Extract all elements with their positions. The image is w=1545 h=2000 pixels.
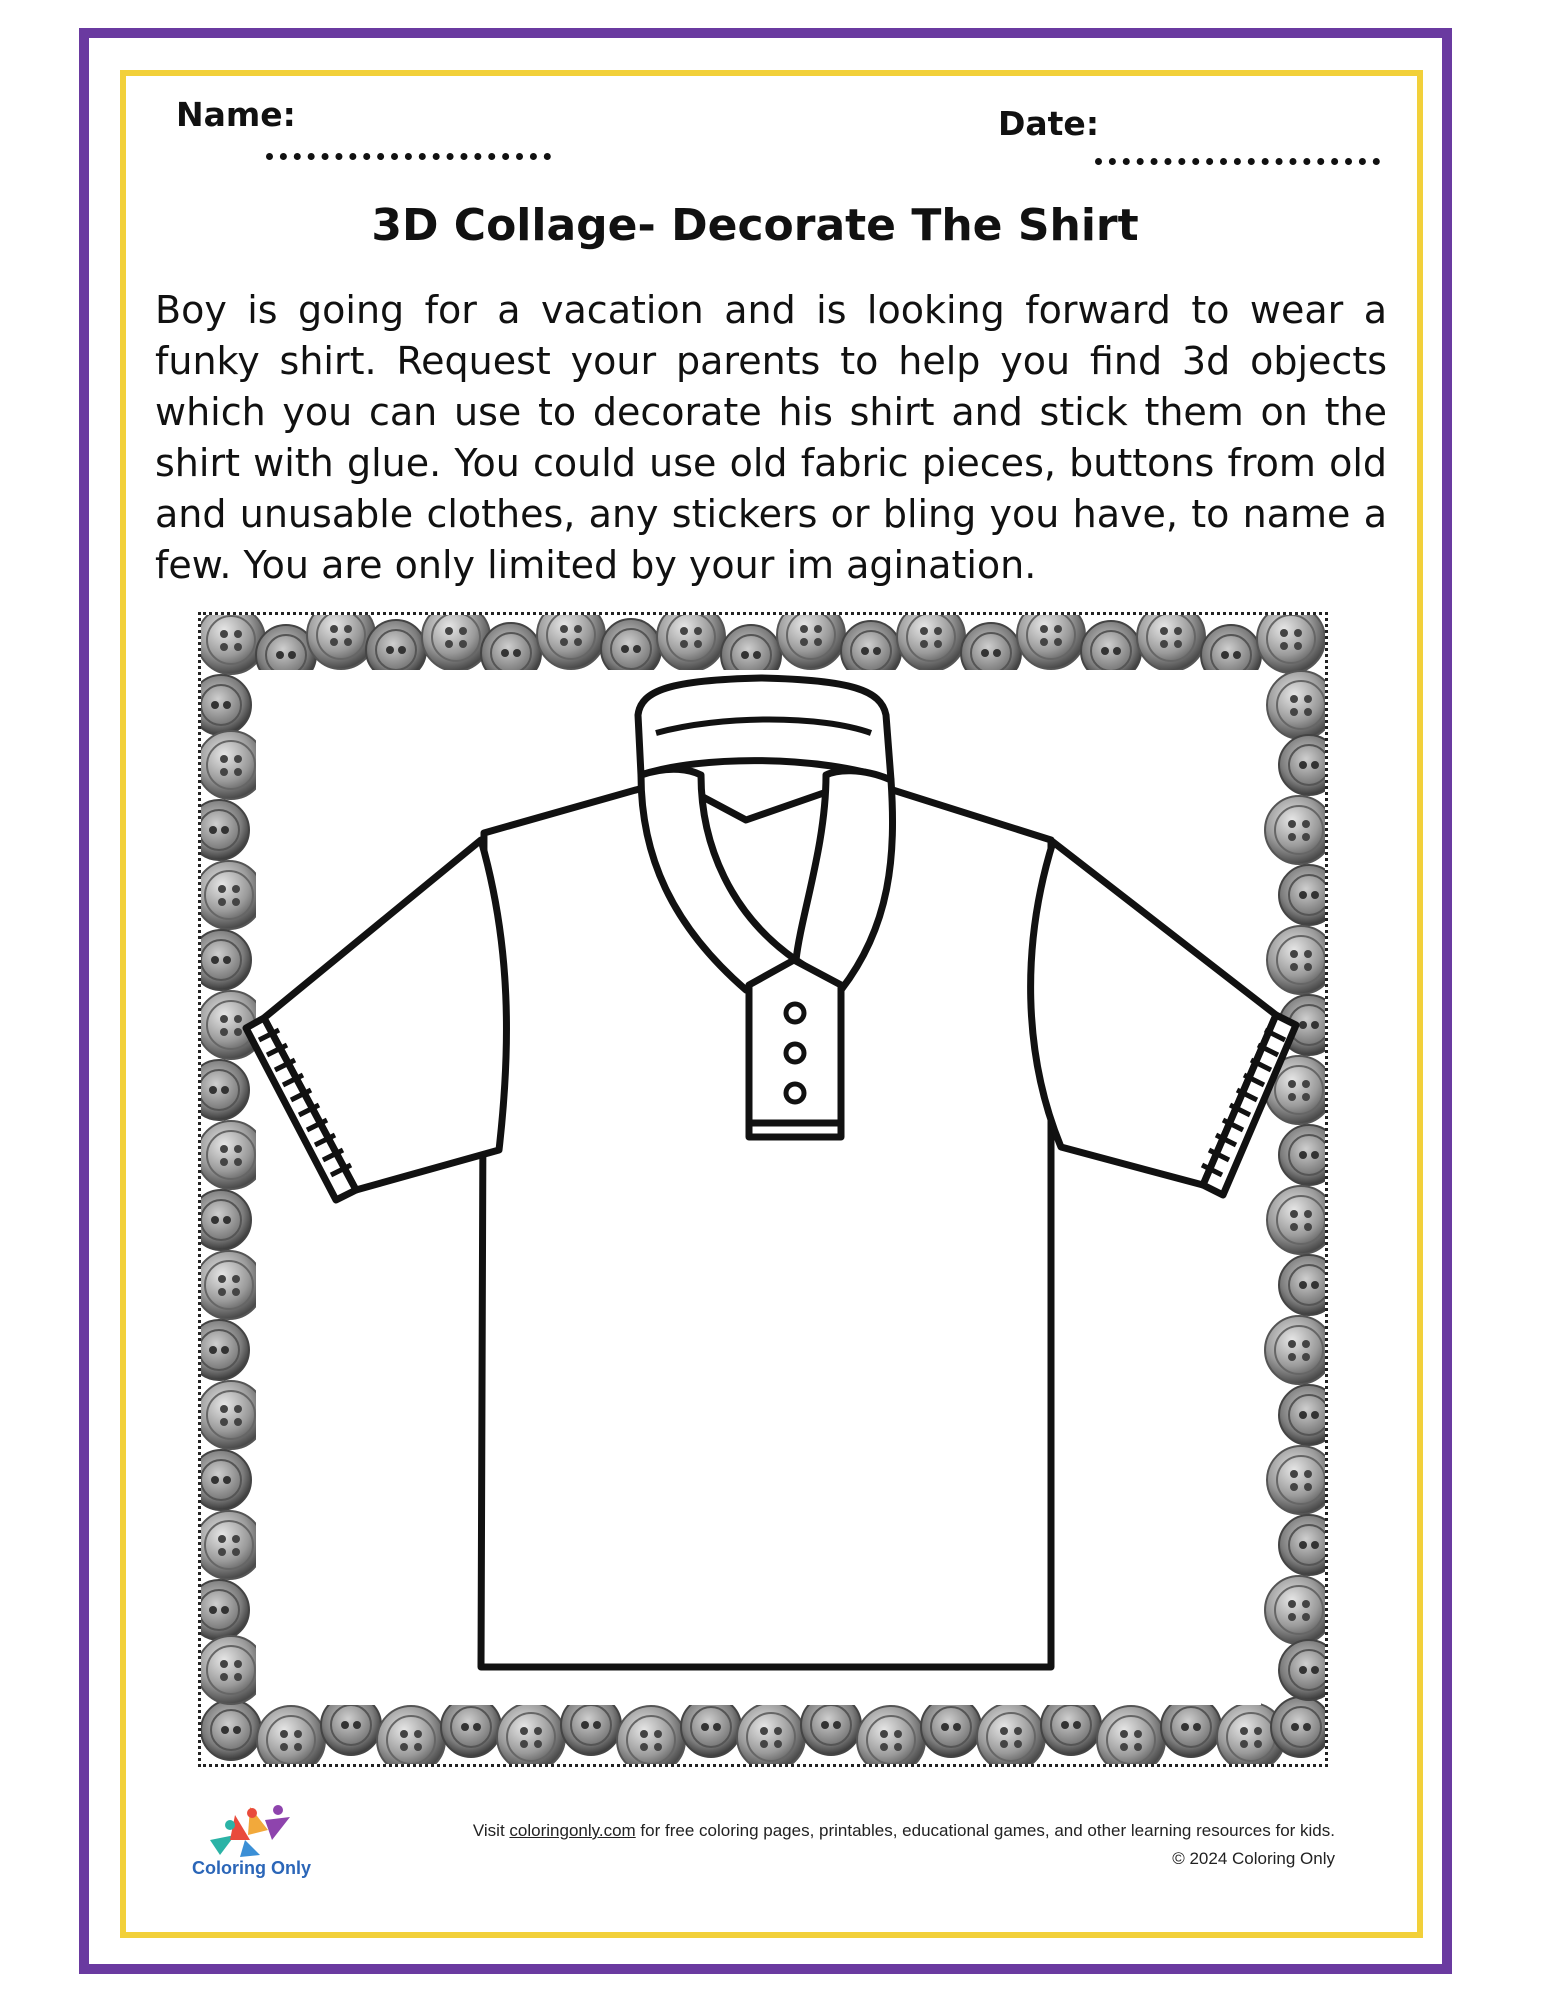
instructions-paragraph: Boy is going for a vacation and is looking forward to wear a funky shirt. Request your parents to help you find 3d objects which you can use to decorate his shirt and stick them on the shirt with glue. You could use old fabric pieces, buttons from old and unusable clothes, any stickers or bling you have, to name a few. You are only limited by your im agination. [155, 288, 1387, 587]
shirt-illustration-box [198, 612, 1328, 1767]
date-label: Date: [998, 104, 1100, 143]
footer-visit-suffix: for free coloring pages, printables, educational games, and other learning resources for kids. [635, 1821, 1335, 1840]
placket-buttons [786, 1004, 804, 1102]
button-pattern-right [1265, 671, 1325, 1700]
button-pattern-bottom [201, 1695, 1325, 1764]
date-field-line[interactable] [1095, 158, 1380, 165]
shirt-illustration [201, 615, 1325, 1764]
logo-figures-icon [210, 1805, 290, 1857]
footer-visit-line [345, 1821, 1335, 1841]
copyright-text: © 2024 Coloring Only [1172, 1849, 1335, 1868]
logo-text: Coloring Only [192, 1858, 311, 1878]
button-pattern-left [201, 675, 265, 1704]
footer-visit-prefix: Visit [472, 1821, 510, 1840]
name-label: Name: [176, 95, 296, 134]
coloringonly-link[interactable]: coloringonly.com [509, 1821, 636, 1840]
name-field-line[interactable] [266, 153, 551, 160]
worksheet-title: 3D Collage- Decorate The Shirt [371, 200, 1139, 251]
